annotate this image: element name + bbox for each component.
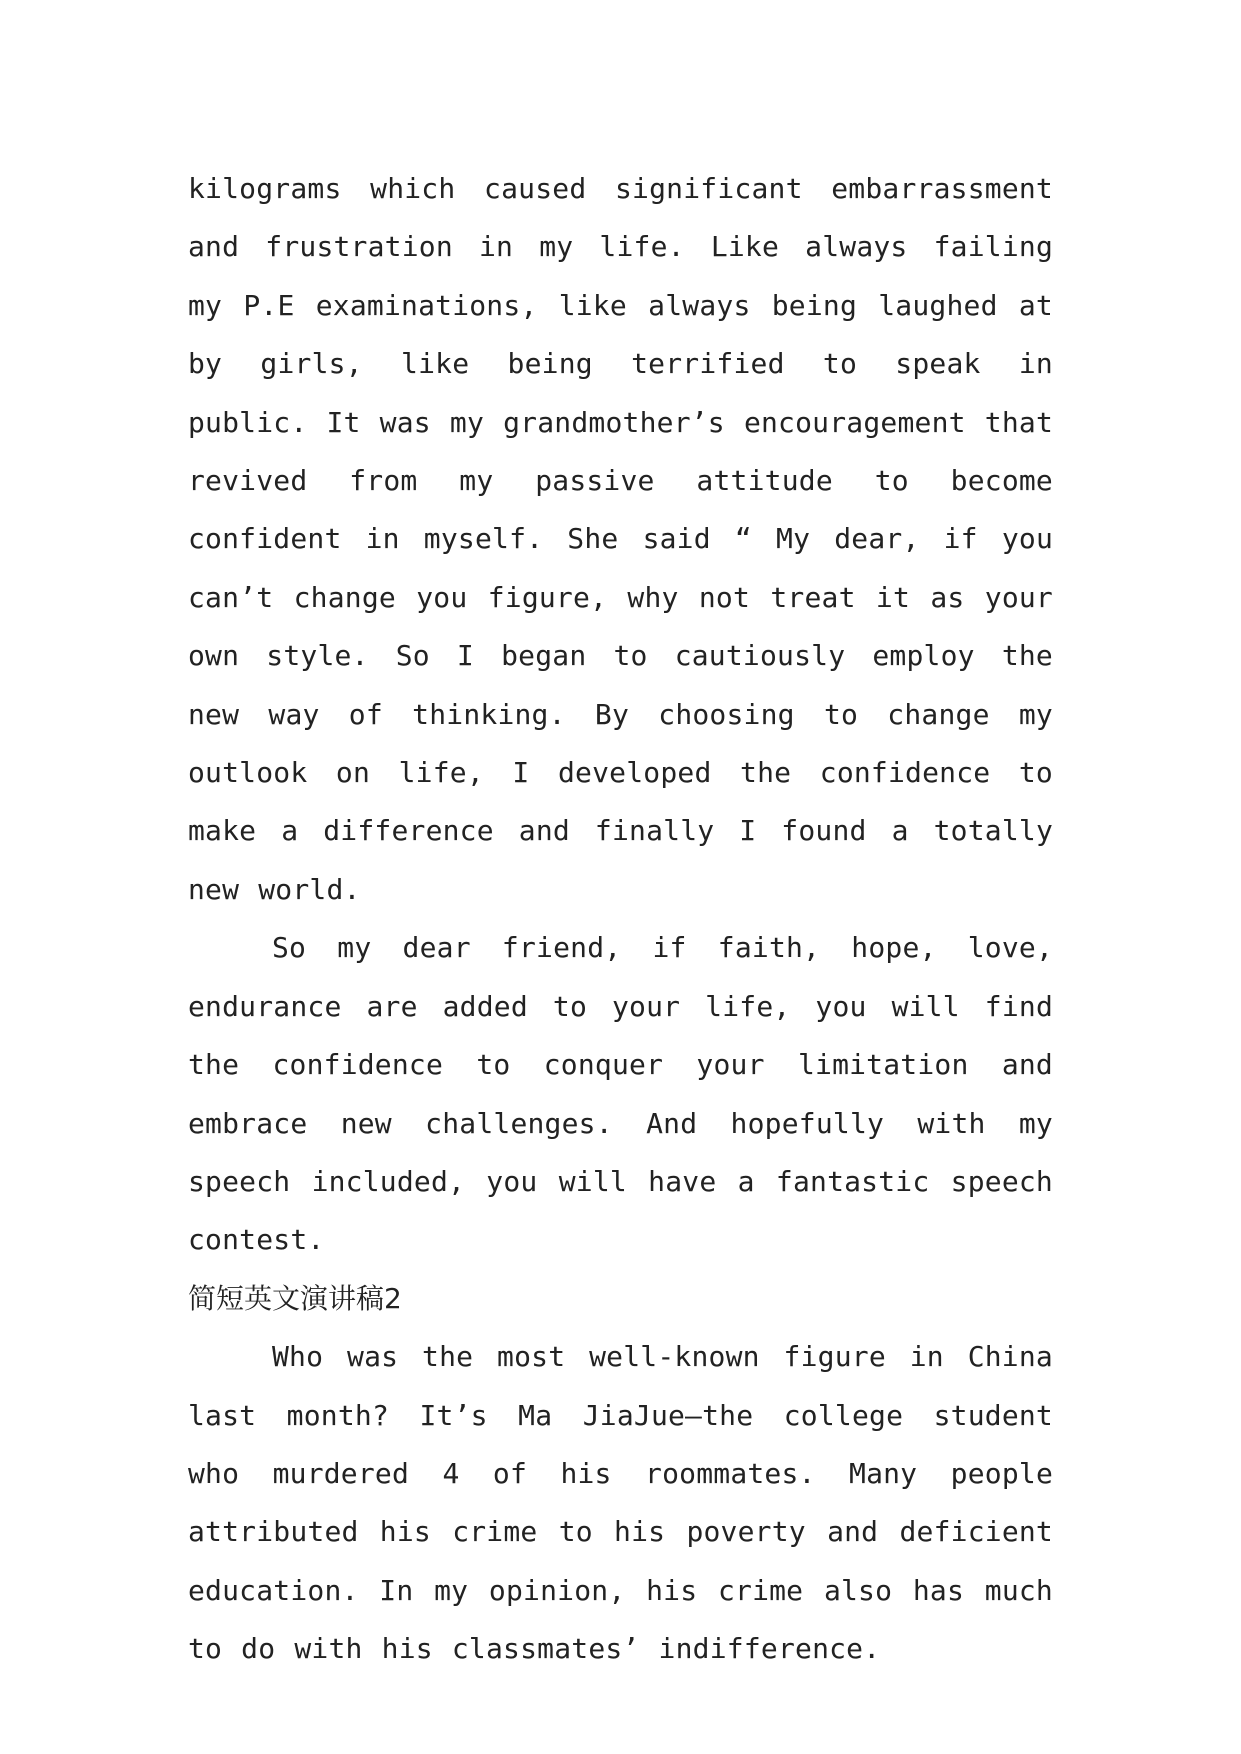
paragraph-continuation: kilograms which caused significant embarrassment and frustration in my life. Like always failing my P.E examinations, like always being laughed at by girls, like being terrified to speak in public. It was my grandmother’s encouragement that revived from my passive attitude to become confident in myself. She said “ My dear, if you can’t change you figure, why not treat it as your own style. So I began to cautiously employ the new way of thinking. By choosing to change my outlook on life, I developed the confidence to make a difference and finally I found a totally new world. xyxy=(188,172,1053,906)
document-body xyxy=(188,160,1053,1679)
section-heading: 简短英文演讲稿2 xyxy=(188,1281,402,1315)
paragraph-conclusion: So my dear friend, if faith, hope, love, endurance are added to your life, you will find the confidence to conquer your limitation and embrace new challenges. And hopefully with my speech included, you will have a fantastic speech contest. xyxy=(188,931,1053,1257)
paragraph-speech-2-intro: Who was the most well-known figure in China last month? It’s Ma JiaJue—the college student who murdered 4 of his roommates. Many people attributed his crime to his poverty and deficient education. In my opinion, his crime also has much to do with his classmates’ indifference. xyxy=(188,1340,1053,1666)
